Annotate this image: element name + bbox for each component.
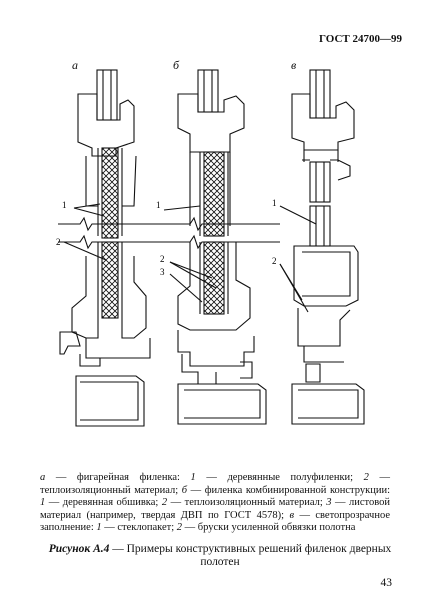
callout-b-1: 1 bbox=[156, 200, 161, 210]
callout-a-1: 1 bbox=[62, 200, 67, 210]
page-number: 43 bbox=[380, 577, 392, 589]
section-a bbox=[58, 70, 190, 426]
door-panel-sections-drawing bbox=[40, 56, 400, 446]
section-c bbox=[280, 70, 364, 424]
panel-letter-b: б bbox=[173, 58, 180, 72]
figure-legend: а — фигарейная филенка: 1 — деревянные полуфиленки; 2 — теплоизоляционный материал; б — филенка комбинированной конструкции: 1 — деревянная обшивка; 2 — теплоизоляционный материал; 3 — листовой материал (например, твердая ДВП по ГОСТ 4578); в — светопрозрачное заполнение: 1 — стеклопакет; 2 — бруски усиленной обвязки полотна bbox=[40, 472, 390, 533]
standard-header: ГОСТ 24700—99 bbox=[319, 33, 402, 45]
figure-title: Рисунок А.4 — Примеры конструктивных решений филенок дверных полотен bbox=[48, 543, 392, 568]
callout-b-2: 2 bbox=[160, 254, 165, 264]
section-b bbox=[160, 70, 280, 424]
callout-a-2: 2 bbox=[56, 237, 61, 247]
callout-c-1: 1 bbox=[272, 198, 277, 208]
callout-b-3: 3 bbox=[160, 267, 165, 277]
panel-letter-a: а bbox=[72, 58, 78, 72]
panel-letter-c: в bbox=[291, 58, 297, 72]
callout-c-2: 2 bbox=[272, 256, 277, 266]
